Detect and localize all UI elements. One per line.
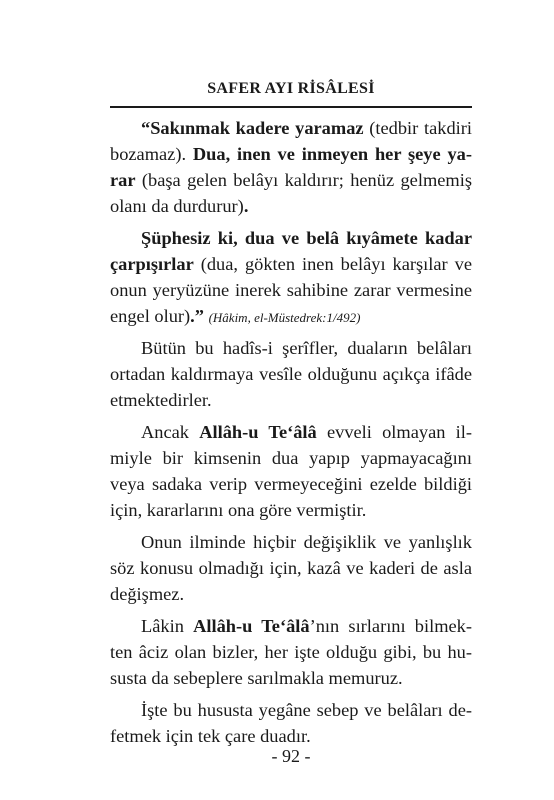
text-run: değişmez. — [110, 584, 185, 604]
text-run: onun yeryüzüne inerek sahibine zarar vermesine — [110, 280, 472, 300]
text-line — [110, 419, 472, 445]
text-run: İşte bu hususta yegâne sebep ve belâları de- — [141, 700, 472, 720]
paragraph — [110, 529, 472, 607]
text-run: Ancak — [141, 422, 200, 442]
text-run: (başa gelen belâyı kaldırır; henüz gelmemiş — [135, 170, 472, 190]
bold-text: . — [243, 196, 249, 216]
bold-text: Allâh-u Te‘âlâ — [199, 422, 317, 442]
text-line — [110, 251, 472, 277]
text-run: engel olur) — [110, 306, 191, 326]
text-run: etmektedirler. — [110, 390, 212, 410]
text-run: için, kararlarını ona göre vermiştir. — [110, 500, 367, 520]
page-number: - 92 - — [271, 746, 311, 766]
text-run: miyle bir kimsenin dua yapıp yapmayacağını — [110, 448, 472, 468]
bold-text: .” — [190, 306, 204, 326]
text-run: Lâkin — [141, 616, 194, 636]
text-line — [110, 665, 472, 691]
running-header: SAFER AYI RİSÂLESİ — [207, 80, 375, 97]
text-line — [110, 697, 472, 723]
text-line — [110, 529, 472, 555]
text-line — [110, 335, 472, 361]
bold-text: Allâh-u Te‘âlâ — [193, 616, 310, 636]
text-line — [110, 581, 472, 607]
bold-text: rar — [110, 170, 136, 190]
text-run: Bütün bu hadîs-i şerîfler, duaların belâları — [141, 338, 472, 358]
paragraph — [110, 419, 472, 523]
text-line — [110, 167, 472, 193]
bold-text: Şüphesiz ki, dua ve belâ kıyâmete kadar — [141, 228, 472, 248]
text-line — [110, 471, 472, 497]
text-line — [110, 225, 472, 251]
text-line — [110, 387, 472, 413]
text-line — [110, 639, 472, 665]
text-run: (dua, gökten inen belâyı karşılar ve — [193, 254, 472, 274]
text-line — [110, 361, 472, 387]
text-run: ’nın sırlarını bilmek- — [309, 616, 472, 636]
text-line — [110, 141, 472, 167]
text-run: olanı da durdurur) — [110, 196, 244, 216]
text-line — [110, 613, 472, 639]
citation: (Hâkim, el-Müstedrek:1/492) — [208, 310, 361, 325]
text-run: veya sadaka verip vermeyeceğini ezelde bildiği — [110, 474, 472, 494]
bold-text: “Sakınmak kadere yaramaz — [141, 118, 364, 138]
text-run: (tedbir takdiri — [363, 118, 472, 138]
paragraph — [110, 335, 472, 413]
text-run: ten âciz olan bizler, her işte olduğu gibi, bu hu- — [110, 642, 472, 662]
text-run: susta da sebeplere sarılmakla memuruz. — [110, 668, 403, 688]
text-run: ortadan kaldırmaya vesîle olduğunu açıkça ifâde — [110, 364, 472, 384]
text-line — [110, 277, 472, 303]
text-line — [110, 115, 472, 141]
text-line — [110, 497, 472, 523]
paragraph — [110, 613, 472, 691]
bold-text: Dua, inen ve inmeyen her şeye ya- — [192, 144, 472, 164]
header-rule — [110, 106, 472, 108]
paragraph — [110, 115, 472, 219]
bold-text: çarpışırlar — [110, 254, 194, 274]
text-run: fetmek için tek çare duadır. — [110, 726, 311, 746]
text-run: bozamaz). — [110, 144, 193, 164]
text-run: söz konusu olmadığı için, kazâ ve kaderi de asla — [110, 558, 472, 578]
paragraph — [110, 225, 472, 329]
text-line — [110, 193, 472, 219]
text-run: Onun ilminde hiçbir değişiklik ve yanlışlık — [141, 532, 472, 552]
text-run: evveli olmayan il- — [316, 422, 472, 442]
body-text — [110, 115, 472, 755]
paragraph — [110, 697, 472, 749]
text-line — [110, 555, 472, 581]
text-line — [110, 303, 472, 329]
text-line — [110, 445, 472, 471]
